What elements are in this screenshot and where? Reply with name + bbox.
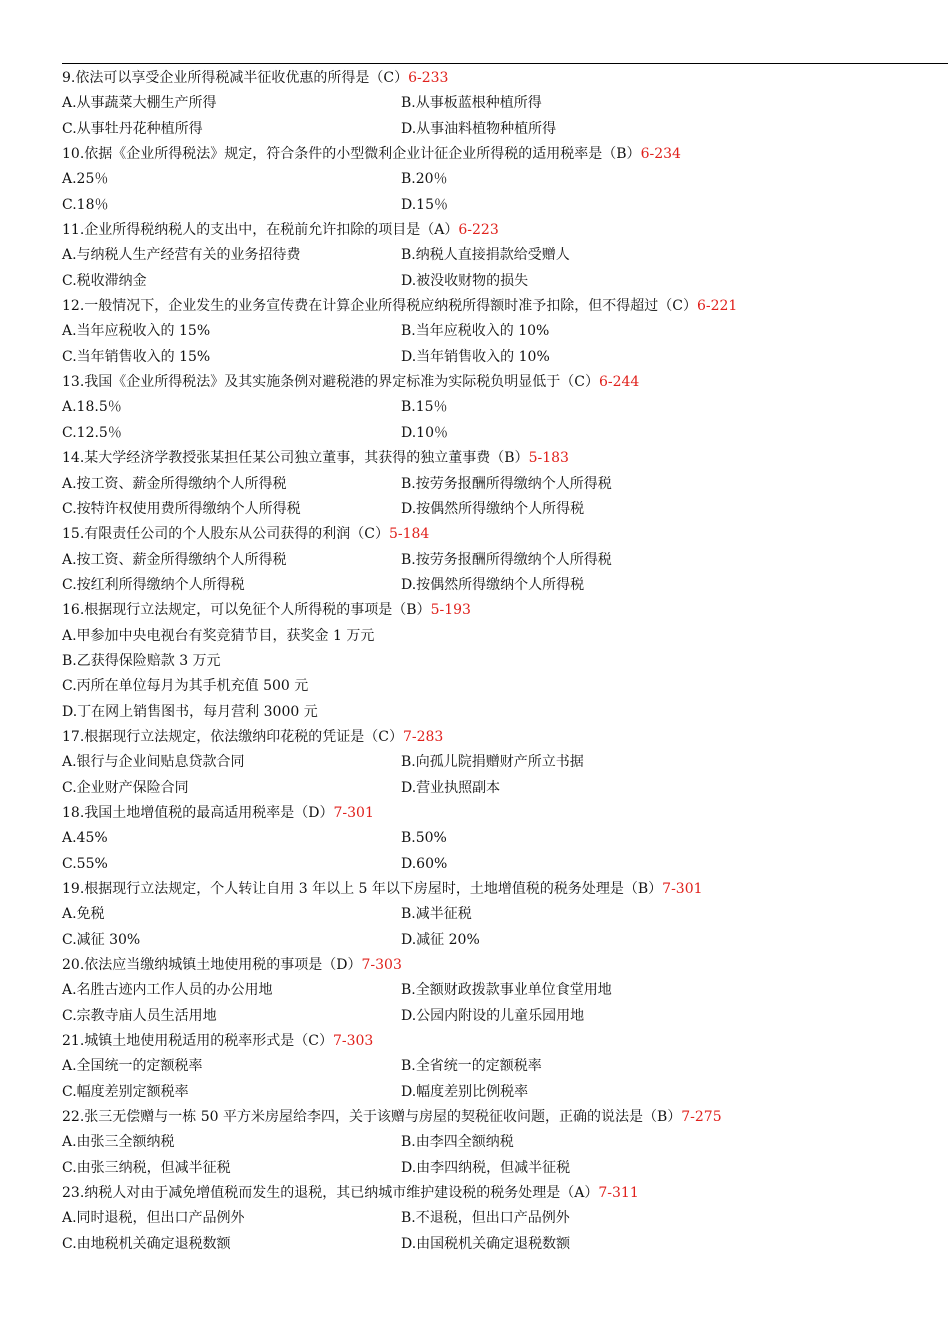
answer-option: B.当年应税收入的 10% bbox=[401, 323, 550, 340]
answer-option: B.15％ bbox=[401, 399, 448, 416]
option-row bbox=[62, 1054, 942, 1079]
question-text: 10.依据《企业所得税法》规定，符合条件的小型微利企业计征企业所得税的适用税率是（B） bbox=[62, 146, 641, 163]
option-row bbox=[62, 269, 942, 294]
answer-option: D.由李四纳税，但减半征税 bbox=[401, 1159, 571, 1176]
answer-option: D.公园内附设的儿童乐园用地 bbox=[401, 1007, 585, 1024]
answer-option: D.丁在网上销售图书，每月营利 3000 元 bbox=[62, 703, 318, 720]
page-reference: 5-183 bbox=[528, 450, 569, 467]
answer-option: D.被没收财物的损失 bbox=[401, 272, 529, 289]
answer-option: A.45% bbox=[62, 830, 108, 847]
option-row bbox=[62, 91, 942, 116]
answer-option: C.按特许权使用费所得缴纳个人所得税 bbox=[62, 500, 301, 517]
answer-option: C.55% bbox=[62, 855, 108, 872]
answer-option: B.乙获得保险赔款 3 万元 bbox=[62, 652, 221, 669]
option-row bbox=[62, 548, 942, 573]
question-text: 15.有限责任公司的个人股东从公司获得的利润（C） bbox=[62, 526, 389, 543]
answer-option: C.当年销售收入的 15% bbox=[62, 348, 211, 365]
answer-option: A.18.5％ bbox=[62, 399, 122, 416]
page-reference: 7-303 bbox=[361, 957, 402, 974]
answer-option: C.企业财产保险合同 bbox=[62, 779, 189, 796]
answer-option: D.从事油料植物种植所得 bbox=[401, 120, 557, 137]
question-stem bbox=[62, 877, 942, 902]
option-row bbox=[62, 700, 942, 725]
option-row bbox=[62, 573, 942, 598]
question-text: 18.我国土地增值税的最高适用税率是（D） bbox=[62, 804, 334, 821]
option-row bbox=[62, 472, 942, 497]
page-reference: 6-233 bbox=[408, 70, 449, 86]
answer-option: D.由国税机关确定退税数额 bbox=[401, 1235, 571, 1252]
question-stem bbox=[62, 1029, 942, 1054]
question-text: 23.纳税人对由于减免增值税而发生的退税，其已纳城市维护建设税的税务处理是（A） bbox=[62, 1185, 599, 1202]
answer-option: B.全省统一的定额税率 bbox=[401, 1058, 542, 1075]
answer-option: A.由张三全额纳税 bbox=[62, 1134, 175, 1151]
question-stem bbox=[62, 446, 942, 471]
question-stem bbox=[62, 370, 942, 395]
option-row bbox=[62, 978, 942, 1003]
answer-option: A.25％ bbox=[62, 171, 109, 188]
option-row bbox=[62, 852, 942, 877]
question-text: 21.城镇土地使用税适用的税率形式是（C） bbox=[62, 1033, 333, 1050]
option-row bbox=[62, 117, 942, 142]
option-row bbox=[62, 1232, 942, 1257]
answer-option: A.从事蔬菜大棚生产所得 bbox=[62, 95, 217, 112]
answer-option: A.免税 bbox=[62, 906, 105, 923]
question-stem bbox=[62, 1105, 942, 1130]
answer-option: C.从事牡丹花种植所得 bbox=[62, 120, 203, 137]
answer-option: B.按劳务报酬所得缴纳个人所得税 bbox=[401, 475, 612, 492]
answer-option: D.15％ bbox=[401, 196, 448, 213]
question-text: 11.企业所得税纳税人的支出中，在税前允许扣除的项目是（A） bbox=[62, 222, 459, 239]
question-stem bbox=[62, 598, 942, 623]
question-stem bbox=[62, 522, 942, 547]
question-stem bbox=[62, 953, 942, 978]
option-row bbox=[62, 649, 942, 674]
option-row bbox=[62, 624, 942, 649]
option-row bbox=[62, 902, 942, 927]
question-text: 14.某大学经济学教授张某担任某公司独立董事，其获得的独立董事费（B） bbox=[62, 450, 529, 467]
option-row bbox=[62, 1080, 942, 1105]
page-reference: 6-223 bbox=[458, 222, 499, 239]
answer-option: B.向孤儿院捐赠财产所立书据 bbox=[401, 754, 584, 771]
answer-option: A.与纳税人生产经营有关的业务招待费 bbox=[62, 247, 301, 264]
answer-option: C.税收滞纳金 bbox=[62, 272, 147, 289]
answer-option: D.营业执照副本 bbox=[401, 779, 501, 796]
answer-option: C.宗教寺庙人员生活用地 bbox=[62, 1007, 217, 1024]
answer-option: C.18％ bbox=[62, 196, 109, 213]
answer-option: D.按偶然所得缴纳个人所得税 bbox=[401, 500, 585, 517]
question-stem bbox=[62, 294, 942, 319]
answer-option: B.全额财政拨款事业单位食堂用地 bbox=[401, 982, 612, 999]
answer-option: C.减征 30% bbox=[62, 931, 141, 948]
question-text: 9.依法可以享受企业所得税减半征收优惠的所得是（C） bbox=[62, 70, 409, 86]
option-row bbox=[62, 421, 942, 446]
option-row bbox=[62, 1130, 942, 1155]
option-row bbox=[62, 1206, 942, 1231]
answer-option: B.由李四全额纳税 bbox=[401, 1134, 514, 1151]
answer-option: B.50% bbox=[401, 830, 447, 847]
answer-option: D.幅度差别比例税率 bbox=[401, 1083, 529, 1100]
option-row bbox=[62, 674, 942, 699]
option-row bbox=[62, 750, 942, 775]
option-row bbox=[62, 167, 942, 192]
page-reference: 5-184 bbox=[388, 526, 430, 543]
option-row bbox=[62, 826, 942, 851]
answer-option: A.全国统一的定额税率 bbox=[62, 1058, 203, 1075]
option-row bbox=[62, 243, 942, 268]
question-stem bbox=[62, 218, 942, 243]
answer-option: A.按工资、薪金所得缴纳个人所得税 bbox=[62, 475, 287, 492]
answer-option: D.减征 20% bbox=[401, 931, 480, 948]
page-reference: 7-301 bbox=[333, 804, 374, 821]
option-row bbox=[62, 776, 942, 801]
question-stem bbox=[62, 142, 942, 167]
option-row bbox=[62, 928, 942, 953]
option-row bbox=[62, 193, 942, 218]
page-reference: 7-283 bbox=[402, 728, 444, 745]
option-row bbox=[62, 395, 942, 420]
question-text: 20.依法应当缴纳城镇土地使用税的事项是（D） bbox=[62, 957, 362, 974]
question-text: 19.根据现行立法规定，个人转让自用 3 年以上 5 年以下房屋时，土地增值税的税务处理是（B） bbox=[62, 881, 663, 897]
page-reference: 6-244 bbox=[598, 374, 640, 391]
answer-option: B.纳税人直接捐款给受赠人 bbox=[401, 247, 570, 264]
answer-option: D.10％ bbox=[401, 424, 448, 441]
answer-option: C.按红利所得缴纳个人所得税 bbox=[62, 576, 245, 593]
answer-option: D.60% bbox=[401, 855, 448, 872]
page-reference: 7-275 bbox=[681, 1109, 722, 1126]
answer-option: A.按工资、薪金所得缴纳个人所得税 bbox=[62, 551, 287, 568]
answer-option: B.按劳务报酬所得缴纳个人所得税 bbox=[401, 551, 612, 568]
answer-option: A.甲参加中央电视台有奖竞猜节目，获奖金 1 万元 bbox=[62, 627, 375, 644]
answer-option: B.不退税，但出口产品例外 bbox=[401, 1210, 570, 1227]
question-stem bbox=[62, 66, 942, 91]
option-row bbox=[62, 1156, 942, 1181]
question-text: 12.一般情况下，企业发生的业务宣传费在计算企业所得税应纳税所得额时准予扣除，但不得超过（C） bbox=[62, 298, 697, 315]
question-text: 16.根据现行立法规定，可以免征个人所得税的事项是（B） bbox=[62, 602, 431, 619]
answer-option: C.丙所在单位每月为其手机充值 500 元 bbox=[62, 678, 309, 695]
answer-option: C.由地税机关确定退税数额 bbox=[62, 1235, 231, 1252]
page-reference: 7-311 bbox=[598, 1185, 639, 1202]
answer-option: D.当年销售收入的 10% bbox=[401, 348, 550, 365]
option-row bbox=[62, 319, 942, 344]
page-reference: 6-234 bbox=[640, 146, 681, 163]
page-reference: 7-303 bbox=[332, 1033, 374, 1050]
answer-option: A.当年应税收入的 15% bbox=[62, 323, 211, 340]
page-reference: 7-301 bbox=[662, 881, 703, 897]
answer-option: C.12.5％ bbox=[62, 424, 122, 441]
answer-option: A.名胜古迹内工作人员的办公用地 bbox=[62, 982, 273, 999]
question-stem bbox=[62, 725, 942, 750]
option-row bbox=[62, 1004, 942, 1029]
option-row bbox=[62, 497, 942, 522]
page-reference: 6-221 bbox=[696, 298, 738, 315]
answer-option: C.由张三纳税，但减半征税 bbox=[62, 1159, 231, 1176]
answer-option: B.减半征税 bbox=[401, 906, 472, 923]
header-rule bbox=[62, 63, 948, 64]
answer-option: B.从事板蓝根种植所得 bbox=[401, 95, 542, 112]
answer-option: D.按偶然所得缴纳个人所得税 bbox=[401, 576, 585, 593]
option-row bbox=[62, 345, 942, 370]
question-stem bbox=[62, 801, 942, 826]
answer-option: B.20％ bbox=[401, 171, 448, 188]
question-text: 22.张三无偿赠与一栋 50 平方米房屋给李四，关于该赠与房屋的契税征收问题，正确的说法是（B） bbox=[62, 1109, 682, 1126]
answer-option: C.幅度差别定额税率 bbox=[62, 1083, 189, 1100]
question-list bbox=[62, 66, 942, 1257]
question-stem bbox=[62, 1181, 942, 1206]
answer-option: A.银行与企业间贴息贷款合同 bbox=[62, 754, 245, 771]
question-text: 13.我国《企业所得税法》及其实施条例对避税港的界定标准为实际税负明显低于（C） bbox=[62, 374, 599, 391]
answer-option: A.同时退税，但出口产品例外 bbox=[62, 1210, 245, 1227]
page-reference: 5-193 bbox=[430, 602, 471, 619]
question-text: 17.根据现行立法规定，依法缴纳印花税的凭证是（C） bbox=[62, 728, 403, 745]
